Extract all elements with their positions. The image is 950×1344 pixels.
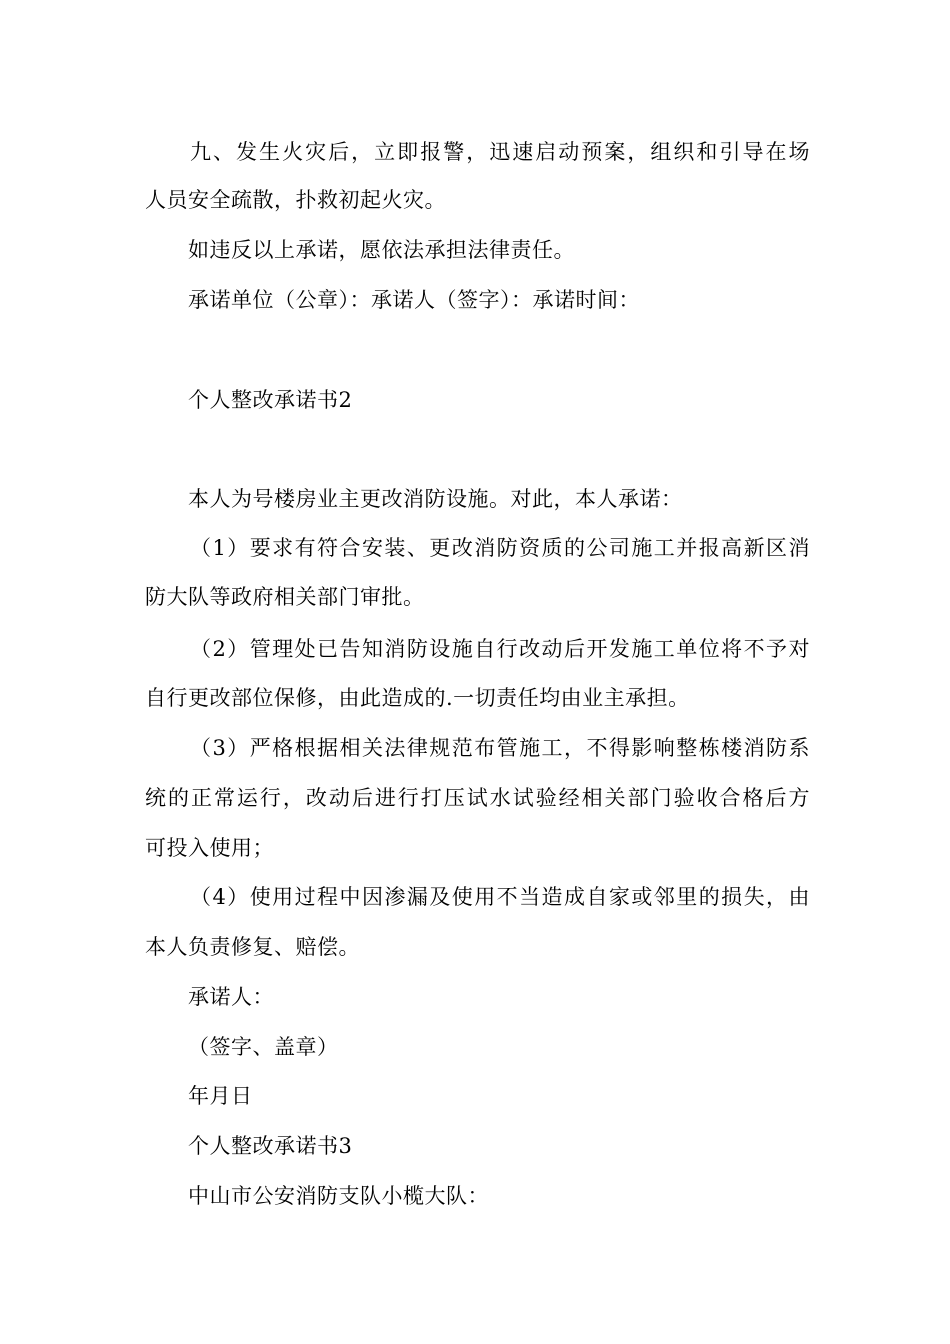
date-label: 年月日 [188,1084,253,1108]
item-3-line-2: 统的正常运行，改动后进行打压试水试验经相关部门验收合格后方 [145,786,810,810]
item-1-line-1: （1）要求有符合安装、更改消防资质的公司施工并报高新区消 [190,536,810,560]
signature-line: 承诺单位（公章）：承诺人（签字）：承诺时间： [188,288,640,312]
sign-seal-label: （签字、盖章） [188,1035,339,1059]
item-2-line-2: 自行更改部位保修，由此造成的.一切责任均由业主承担。 [145,686,690,710]
item-3-line-3: 可投入使用； [145,836,274,860]
item-2-line-1: （2）管理处已告知消防设施自行改动后开发施工单位将不予对 [190,637,810,661]
section-title-3: 个人整改承诺书3 [188,1134,353,1158]
item-1-line-2: 防大队等政府相关部门审批。 [145,585,425,609]
violation-clause: 如违反以上承诺，愿依法承担法律责任。 [188,238,575,262]
section-title-2: 个人整改承诺书2 [188,388,353,412]
intro-2: 本人为号楼房业主更改消防设施。对此，本人承诺： [188,487,683,511]
item-4-line-2: 本人负责修复、赔偿。 [145,935,360,959]
addressee-3: 中山市公安消防支队小榄大队： [188,1184,489,1208]
promisor-label: 承诺人： [188,985,274,1009]
item-4-line-1: （4）使用过程中因渗漏及使用不当造成自家或邻里的损失，由 [190,885,810,909]
item-3-line-1: （3）严格根据相关法律规范布管施工，不得影响整栋楼消防系 [190,736,810,760]
para-9-line-2: 人员安全疏散，扑救初起火灾。 [145,188,446,212]
para-9-line-1: 九、发生火灾后，立即报警，迅速启动预案，组织和引导在场 [190,140,810,164]
